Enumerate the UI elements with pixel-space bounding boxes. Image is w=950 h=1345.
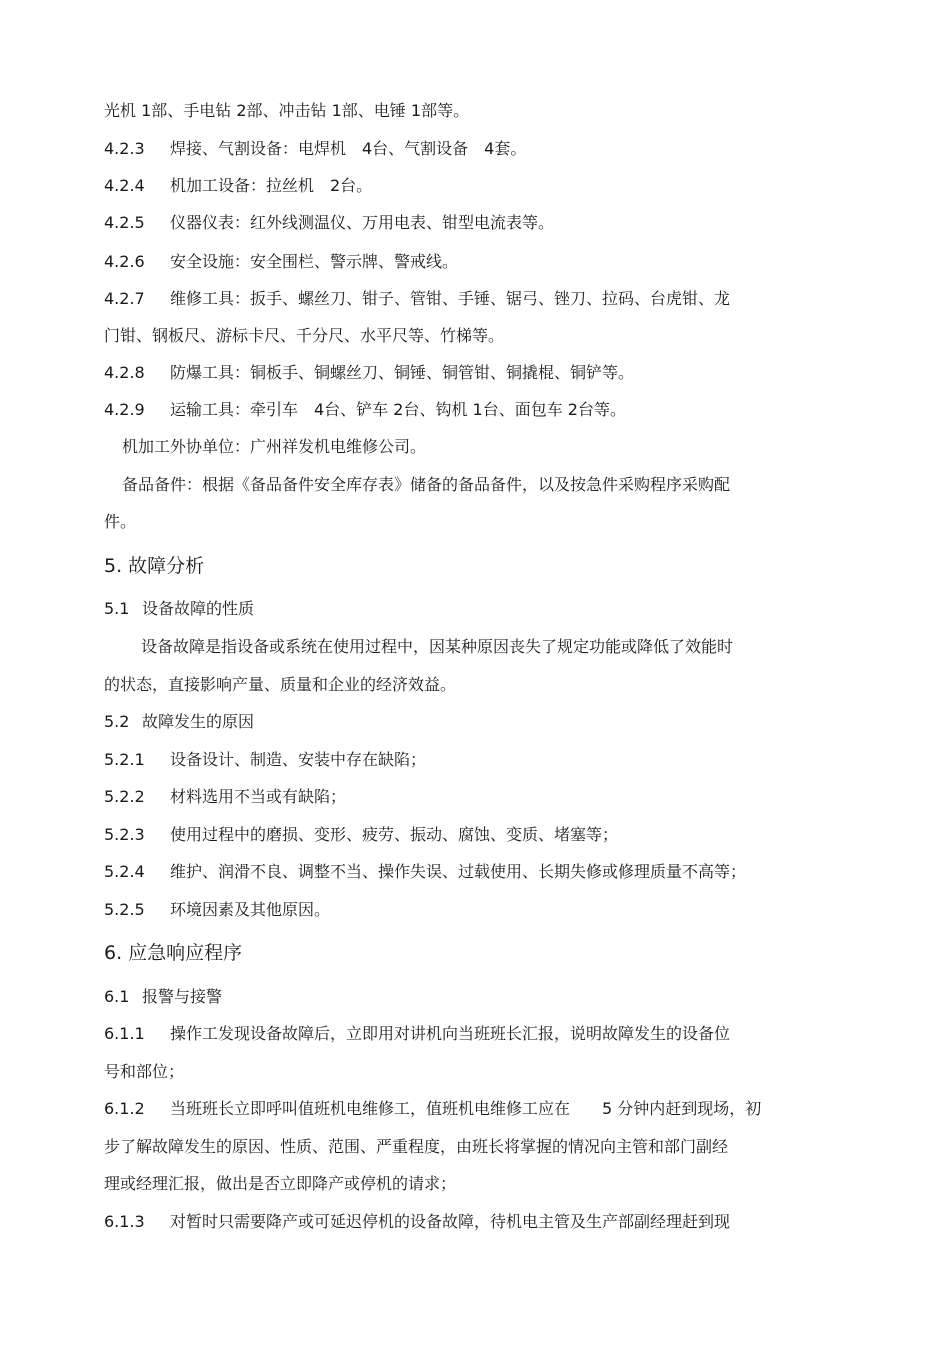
- item-text: 故障发生的原因: [142, 712, 255, 731]
- item-number: 6.1.3: [104, 1212, 145, 1231]
- item-4-2-4: [104, 175, 372, 197]
- line-text: 号和部位；: [104, 1062, 185, 1081]
- line-text: 的状态，直接影响产量、质量和企业的经济效益。: [104, 675, 457, 694]
- item-text: 环境因素及其他原因。: [170, 900, 331, 919]
- item-number: 6.1: [104, 987, 130, 1006]
- item-number: 5.2.1: [104, 750, 145, 769]
- item-4-2-3: [104, 138, 526, 160]
- item-6-1-1-cont: [104, 1061, 184, 1083]
- item-text: 材料选用不当或有缺陷；: [170, 787, 347, 806]
- item-6-1-1: [104, 1023, 730, 1045]
- item-text: 机加工设备：拉丝机 2台。: [170, 176, 373, 195]
- item-4-2-9: [104, 399, 626, 421]
- item-number: 4.2.9: [104, 400, 145, 419]
- item-4-2-5: [104, 212, 554, 234]
- subsection-5-1: [104, 598, 254, 620]
- item-5-2-2: [104, 786, 346, 808]
- spare-parts-line: [122, 474, 730, 496]
- line-text: 件。: [104, 512, 137, 531]
- item-text: 焊接、气割设备：电焊机 4台、气割设备 4套。: [170, 139, 527, 158]
- line-text: 设备故障是指设备或系统在使用过程中，因某种原因丧失了规定功能或降低了效能时: [141, 637, 734, 656]
- section-heading-6: [104, 940, 242, 966]
- subsection-5-2: [104, 711, 254, 733]
- item-text: 安全设施：安全围栏、警示牌、警戒线。: [170, 252, 459, 271]
- item-6-1-2-cont-1: [104, 1136, 728, 1158]
- item-text: 操作工发现设备故障后，立即用对讲机向当班班长汇报，说明故障发生的设备位: [170, 1024, 731, 1043]
- item-text: 设备设计、制造、安装中存在缺陷；: [170, 750, 427, 769]
- line-text: 光机 1部、手电钻 2部、冲击钻 1部、电锤 1部等。: [104, 101, 470, 120]
- paragraph-fault-definition-cont: [104, 674, 456, 696]
- item-text: 运输工具：牵引车 4台、铲车 2台、钩机 1台、面包车 2台等。: [170, 400, 626, 419]
- item-number: 4.2.3: [104, 139, 145, 158]
- heading-text: 6. 应急响应程序: [104, 942, 243, 964]
- item-number: 5.2: [104, 712, 130, 731]
- item-5-2-5: [104, 899, 330, 921]
- outsourcing-unit: [122, 436, 426, 458]
- item-text: 防爆工具：铜板手、铜螺丝刀、铜锤、铜管钳、铜撬棍、铜铲等。: [170, 363, 635, 382]
- item-6-1-3: [104, 1211, 730, 1233]
- item-4-2-7-cont: [104, 325, 504, 347]
- item-text: 当班班长立即呼叫值班机电维修工，值班机电维修工应在 5 分钟内赶到现场，初: [170, 1099, 762, 1118]
- line-text: 理或经理汇报，做出是否立即降产或停机的请求；: [104, 1174, 457, 1193]
- item-number: 4.2.5: [104, 213, 145, 232]
- item-text: 使用过程中的磨损、变形、疲劳、振动、腐蚀、变质、堵塞等；: [170, 825, 619, 844]
- line-text: 机加工外协单位：广州祥发机电维修公司。: [122, 437, 427, 456]
- item-text: 维修工具：扳手、螺丝刀、钳子、管钳、手锤、锯弓、锉刀、拉码、台虎钳、龙: [170, 289, 731, 308]
- item-5-2-4: [104, 861, 746, 883]
- item-4-2-7: [104, 288, 730, 310]
- item-number: 6.1.1: [104, 1024, 145, 1043]
- item-4-2-6: [104, 251, 458, 273]
- item-4-2-8: [104, 362, 634, 384]
- item-number: 5.2.2: [104, 787, 145, 806]
- item-number: 5.2.4: [104, 862, 145, 881]
- item-6-1-2-cont-2: [104, 1173, 456, 1195]
- spare-parts-line-cont: [104, 511, 136, 533]
- section-heading-5: [104, 553, 204, 579]
- line-text: 门钳、钢板尺、游标卡尺、千分尺、水平尺等、竹梯等。: [104, 326, 505, 345]
- item-6-1-2: [104, 1098, 761, 1120]
- line-text: 备品备件：根据《备品备件安全库存表》储备的备品备件，以及按急件采购程序采购配: [122, 475, 731, 494]
- item-number: 5.2.3: [104, 825, 145, 844]
- line-text: 步了解故障发生的原因、性质、范围、严重程度，由班长将掌握的情况向主管和部门副经: [104, 1137, 729, 1156]
- item-number: 4.2.7: [104, 289, 145, 308]
- item-text: 报警与接警: [142, 987, 223, 1006]
- item-text: 仪器仪表：红外线测温仪、万用电表、钳型电流表等。: [170, 213, 555, 232]
- paragraph-fault-definition: [141, 636, 733, 658]
- item-number: 6.1.2: [104, 1099, 145, 1118]
- item-number: 4.2.6: [104, 252, 145, 271]
- equipment-line-tools: [104, 100, 469, 122]
- item-number: 4.2.8: [104, 363, 145, 382]
- item-number: 5.1: [104, 599, 130, 618]
- item-number: 4.2.4: [104, 176, 145, 195]
- item-5-2-1: [104, 749, 426, 771]
- subsection-6-1: [104, 986, 222, 1008]
- item-text: 对暂时只需要降产或可延迟停机的设备故障，待机电主管及生产部副经理赶到现: [170, 1212, 731, 1231]
- item-5-2-3: [104, 824, 618, 846]
- item-number: 5.2.5: [104, 900, 145, 919]
- item-text: 维护、润滑不良、调整不当、操作失误、过载使用、长期失修或修理质量不高等；: [170, 862, 747, 881]
- item-text: 设备故障的性质: [142, 599, 255, 618]
- heading-text: 5. 故障分析: [104, 555, 205, 577]
